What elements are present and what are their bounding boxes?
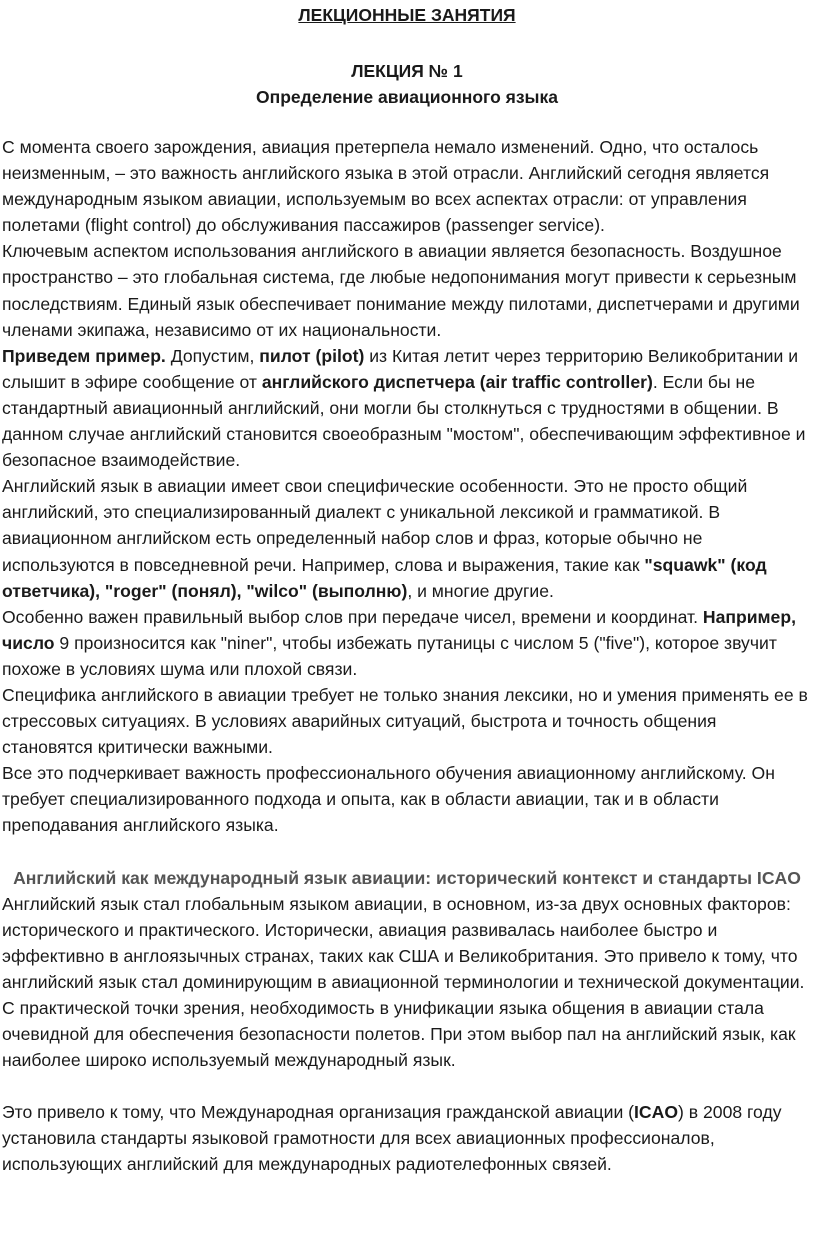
paragraph-stress: Специфика английского в авиации требует не только знания лексики, но и умения применять ее в стрессовых ситуациях. В условиях аварийных ситуаций, быстрота и точность общения становятся критически важными. xyxy=(2,684,808,758)
paragraph-gap xyxy=(2,1073,812,1099)
paragraph-specifics: Английский язык в авиации имеет свои специфические особенности. Это не просто общий английский, это специализированный диалект с уникальной лексикой и грамматикой. В авиационном английском есть определенный набор слов и фраз, которые обычно не используются в повседневной речи. Например, слова и выражения, такие как "squawk" (код ответчика), "roger" (понял), "wilco" (выполню), и многие другие. xyxy=(2,476,767,601)
emphasis-phraseology: "squawk" (код ответчика), "roger" (понял), "wilco" (выполню) xyxy=(2,554,767,601)
emphasis-pilot: пилот (pilot) xyxy=(259,345,365,366)
paragraph-numbers: Особенно важен правильный выбор слов при передаче чисел, времени и координат. Например, число 9 произносится как "niner", чтобы избежать путаницы с числом 5 ("five"), которое звучит похоже в условиях шума или плохой связи. xyxy=(2,606,796,679)
emphasis-controller: английского диспетчера (air traffic controller) xyxy=(261,371,653,392)
paragraph-practical: С практической точки зрения, необходимость в унификации языка общения в авиации стала очевидной для обеспечения безопасности полетов. При этом выбор пал на английский язык, как наиболее широко используемый международный язык. xyxy=(2,998,796,1071)
lecture-number: ЛЕКЦИЯ № 1 xyxy=(351,61,463,81)
document-title: ЛЕКЦИОННЫЕ ЗАНЯТИЯ xyxy=(298,5,516,25)
paragraph-training: Все это подчеркивает важность профессионального обучения авиационному английскому. Он требует специализированного подхода и опыта, как в области авиации, так и в области преподавания английского языка. xyxy=(2,763,775,836)
emphasis-example: Приведем пример. xyxy=(2,345,166,366)
document-body xyxy=(2,134,812,1178)
paragraph-intro: С момента своего зарождения, авиация претерпела немало изменений. Одно, что осталось неизменным, – это важность английского языка в этой отрасли. Английский сегодня является международным языком авиации, используемым во всех аспектах отрасли: от управления полетами (flight control) до обслуживания пассажиров (passenger service). xyxy=(2,137,770,236)
emphasis-icao: ICAO xyxy=(634,1102,679,1123)
section-heading-icao: Английский как международный язык авиации: исторический контекст и стандарты ICAO xyxy=(13,867,801,888)
paragraph-safety: Ключевым аспектом использования английского в авиации является безопасность. Воздушное пространство – это глобальная система, где любые недопонимания могут привести к серьезным последствиям. Единый язык обеспечивает понимание между пилотами, диспетчерами и другими членами экипажа, независимо от их национальности. xyxy=(2,241,800,340)
emphasis-number: Например, число xyxy=(2,606,796,653)
paragraph-history: Английский язык стал глобальным языком авиации, в основном, из-за двух основных факторов: исторического и практического. Исторически, авиация развивалась наиболее быстро и эффективно в англоязычных странах, таких как США и Великобритания. Это привело к тому, что английский язык стал доминирующим в авиационной терминологии и технической документации. xyxy=(2,893,805,992)
paragraph-icao-standards: Это привело к тому, что Международная организация гражданской авиации (ICAO) в 2008 году установила стандарты языковой грамотности для всех авиационных профессионалов, использующих английский для международных радиотелефонных связей. xyxy=(2,1102,782,1175)
lecture-subject: Определение авиационного языка xyxy=(256,87,558,107)
paragraph-example: Приведем пример. Допустим, пилот (pilot) из Китая летит через территорию Великобритании и слышит в эфире сообщение от английского диспетчера (air traffic controller). Если бы не стандартный авиационный английский, они могли бы столкнуться с трудностями в общении. В данном случае английский становится своеобразным "мостом", обеспечивающим эффективное и безопасное взаимодействие. xyxy=(2,345,806,471)
